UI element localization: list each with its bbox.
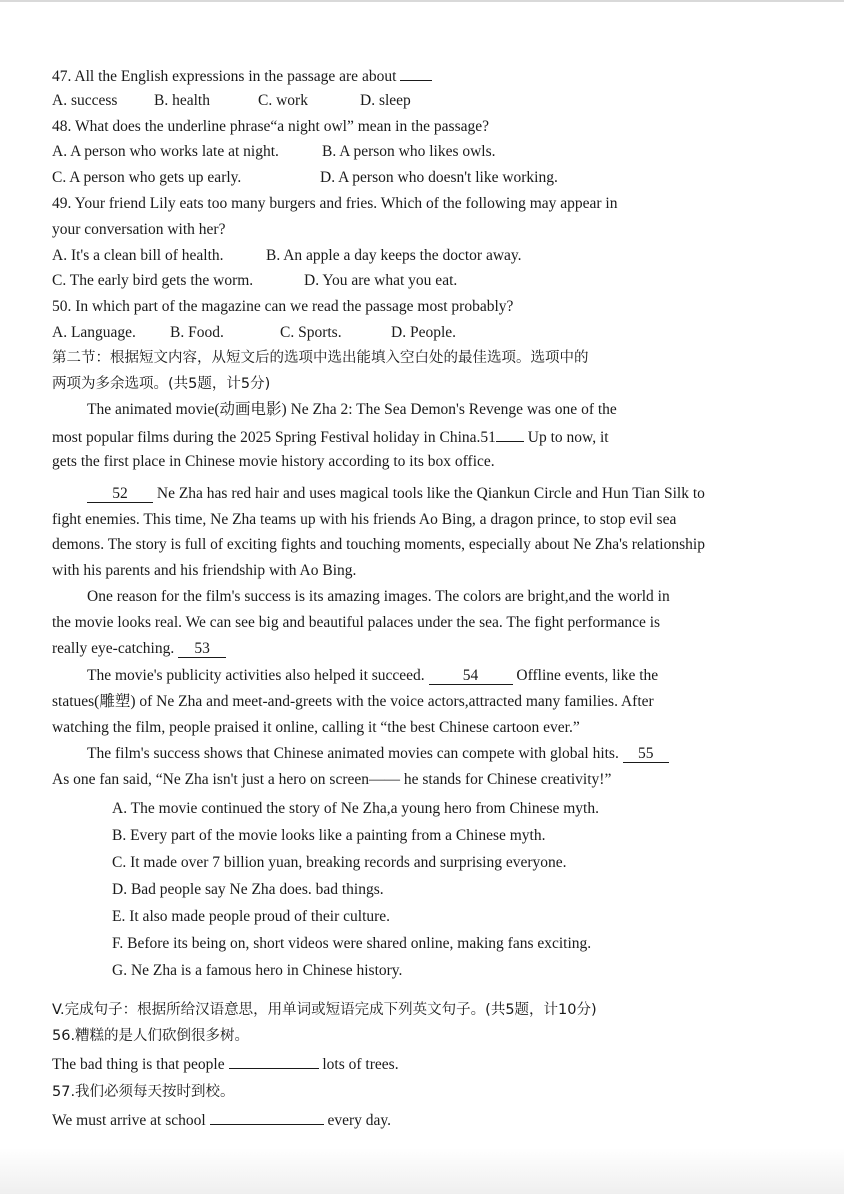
q47-blank xyxy=(400,62,432,81)
passage-p3-line3: really eye-catching. 53 xyxy=(52,636,792,662)
q50-option-d: D. People. xyxy=(391,323,457,341)
blank-53: 53 xyxy=(178,639,226,658)
q56-chinese: 56.糟糕的是人们砍倒很多树。 xyxy=(52,1028,250,1045)
q50-option-b: B. Food. xyxy=(170,323,224,341)
section2-heading-line1: 第二节：根据短文内容，从短文后的选项中选出能填入空白处的最佳选项。选项中的 xyxy=(52,349,589,366)
q57-answer-blank[interactable] xyxy=(210,1106,324,1125)
q48-options-row2 xyxy=(52,165,792,191)
q49-stem-line1: 49. Your friend Lily eats too many burgers and fries. Which of the following may appear in xyxy=(52,194,618,212)
q49-option-c: C. The early bird gets the worm. xyxy=(52,272,254,290)
choice-a: A. The movie continued the story of Ne Zha,a young hero from Chinese myth. xyxy=(112,800,599,818)
choice-b: B. Every part of the movie looks like a painting from a Chinese myth. xyxy=(112,827,546,845)
q50-options xyxy=(52,320,792,346)
q49-stem-line2: your conversation with her? xyxy=(52,220,226,238)
passage-p1-line1: The animated movie(动画电影) Ne Zha 2: The Sea Demon's Revenge was one of the xyxy=(87,401,617,419)
blank-55: 55 xyxy=(623,744,669,763)
q49-options-row2 xyxy=(52,268,792,294)
choice-c: C. It made over 7 billion yuan, breaking records and surprising everyone. xyxy=(112,854,567,872)
q48-option-c: C. A person who gets up early. xyxy=(52,169,242,187)
q48-option-a: A. A person who works late at night. xyxy=(52,143,279,161)
passage-p5-line2: As one fan said, “Ne Zha isn't just a hero on screen—— he stands for Chinese creativity!” xyxy=(52,770,612,788)
page-top-border xyxy=(0,0,844,2)
q49-options-row1 xyxy=(52,243,792,269)
choice-d: D. Bad people say Ne Zha does. bad things. xyxy=(112,881,384,899)
passage-p2-line2: fight enemies. This time, Ne Zha teams up with his friends Ao Bing, a dragon prince, to stop evil sea xyxy=(52,510,677,528)
passage-p2-line3: demons. The story is full of exciting fights and touching moments, especially about Ne Zha's relationship xyxy=(52,536,705,554)
q49-option-d: D. You are what you eat. xyxy=(304,272,458,290)
passage-p1-line3: gets the first place in Chinese movie history according to its box office. xyxy=(52,452,495,470)
q47-option-a: A. success xyxy=(52,91,118,109)
q50-option-c: C. Sports. xyxy=(280,323,342,341)
passage-p5-line1: The film's success shows that Chinese animated movies can compete with global hits. 55 xyxy=(52,741,792,767)
q47-stem: 47. All the English expressions in the passage are about xyxy=(52,62,792,88)
q48-stem: 48. What does the underline phrase“a night owl” mean in the passage? xyxy=(52,117,490,135)
q56-answer-blank[interactable] xyxy=(229,1050,319,1069)
q48-options-row1 xyxy=(52,139,792,165)
q57-chinese: 57.我们必须每天按时到校。 xyxy=(52,1083,235,1100)
q48-option-b: B. A person who likes owls. xyxy=(322,143,496,161)
section2-heading-line2: 两项为多余选项。(共5题，计5分) xyxy=(52,375,271,392)
q47-option-b: B. health xyxy=(154,91,210,109)
q50-option-a: A. Language. xyxy=(52,323,136,341)
q50-stem: 50. In which part of the magazine can we read the passage most probably? xyxy=(52,298,514,316)
choice-e: E. It also made people proud of their culture. xyxy=(112,908,391,926)
passage-p3-line2: the movie looks real. We can see big and beautiful palaces under the sea. The fight performance is xyxy=(52,613,661,631)
choice-g: G. Ne Zha is a famous hero in Chinese history. xyxy=(112,962,403,980)
page-bottom-shadow xyxy=(0,1148,844,1194)
q48-option-d: D. A person who doesn't like working. xyxy=(320,169,558,187)
q49-option-a: A. It's a clean bill of health. xyxy=(52,246,224,264)
passage-p4-line2: statues(雕塑) of Ne Zha and meet-and-greets with the voice actors,attracted many families. After xyxy=(52,693,654,711)
exam-page xyxy=(52,62,792,1136)
passage-p4-line3: watching the film, people praised it online, calling it “the best Chinese cartoon ever.” xyxy=(52,718,580,736)
q47-options xyxy=(52,88,792,114)
blank-52: 52 xyxy=(87,484,153,503)
blank-51 xyxy=(496,423,524,442)
choice-f: F. Before its being on, short videos were shared online, making fans exciting. xyxy=(112,935,592,953)
passage-p2-line4: with his parents and his friendship with Ao Bing. xyxy=(52,562,357,580)
q49-option-b: B. An apple a day keeps the doctor away. xyxy=(266,246,522,264)
q57-english: We must arrive at school every day. xyxy=(52,1106,792,1136)
section5-heading: V.完成句子：根据所给汉语意思，用单词或短语完成下列英文句子。(共5题，计10分) xyxy=(52,1002,597,1019)
blank-54: 54 xyxy=(429,666,513,685)
q47-option-d: D. sleep xyxy=(360,91,411,109)
passage-p1-line2: most popular films during the 2025 Spring Festival holiday in China.51 Up to now, it xyxy=(52,423,792,449)
passage-p4-line1: The movie's publicity activities also helped it succeed. 54 Offline events, like the xyxy=(87,667,659,685)
passage-p2-line1: 52 Ne Zha has red hair and uses magical tools like the Qiankun Circle and Hun Tian Silk to xyxy=(52,481,792,507)
passage-p3-line1: One reason for the film's success is its amazing images. The colors are bright,and the world in xyxy=(87,587,670,605)
q56-english: The bad thing is that people lots of trees. xyxy=(52,1050,792,1080)
q47-option-c: C. work xyxy=(258,91,308,109)
